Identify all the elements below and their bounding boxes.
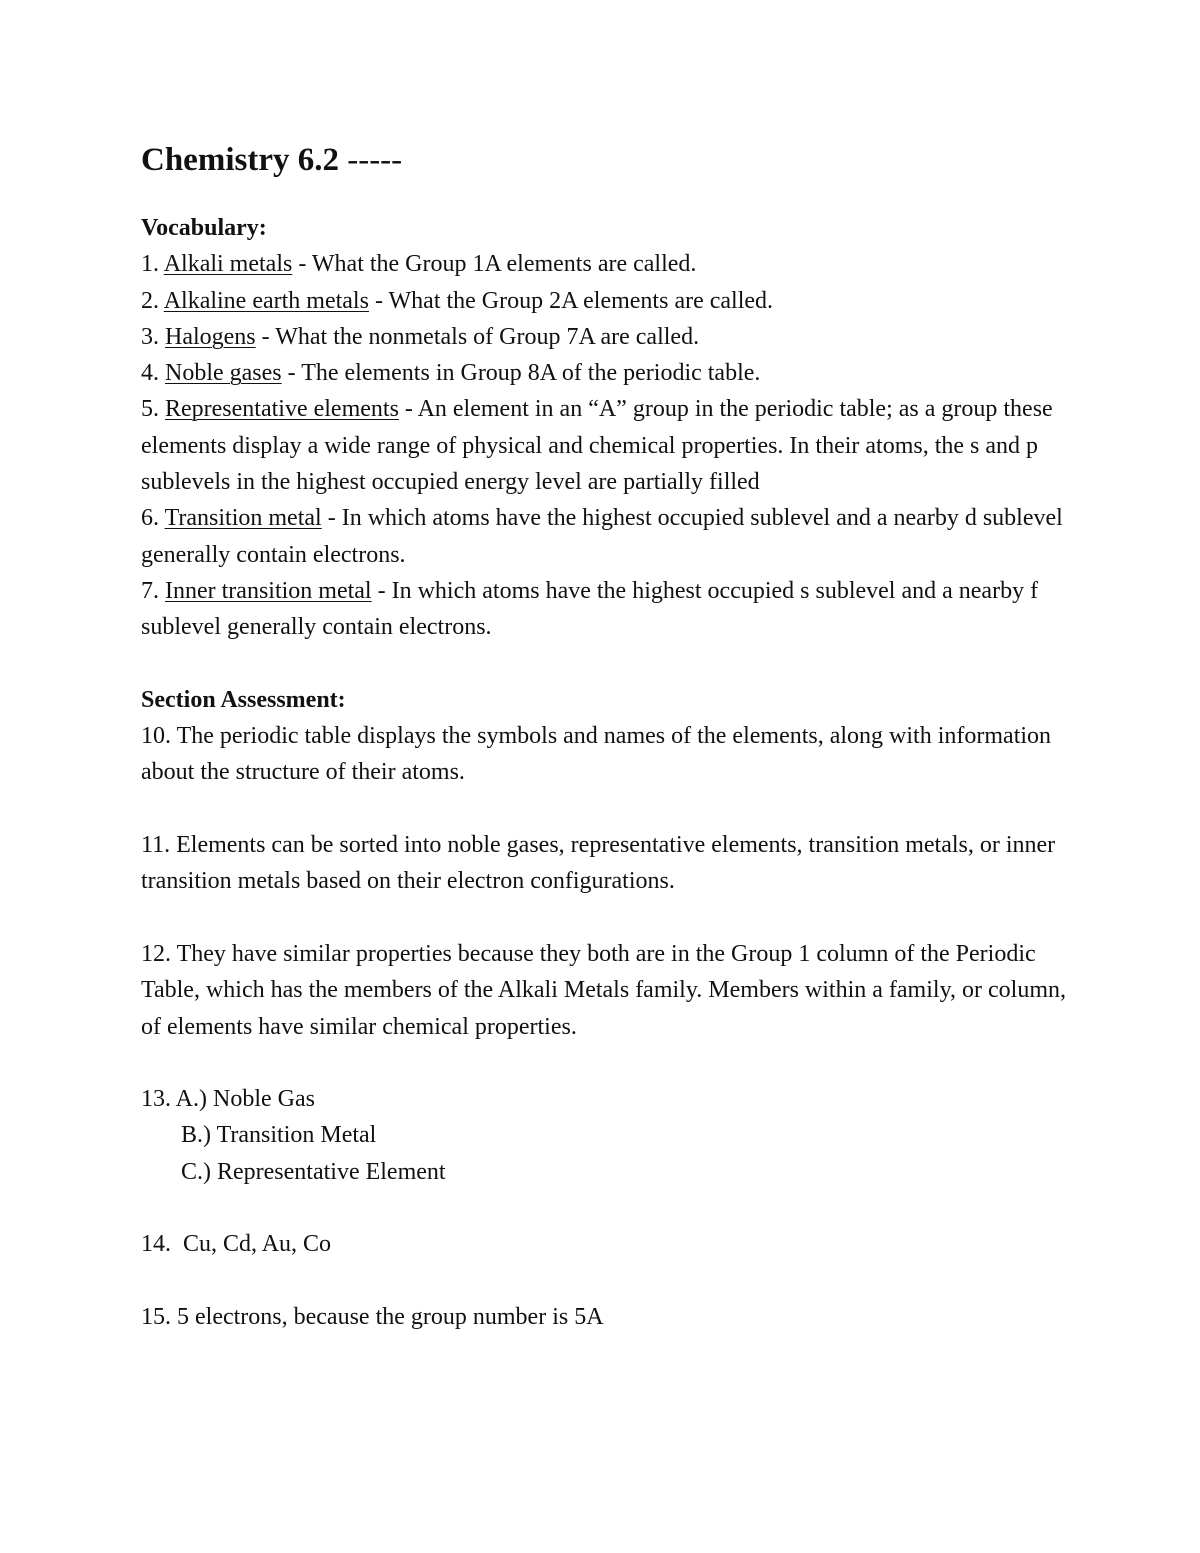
vocab-number: 6. (141, 505, 165, 532)
vocab-item-3 (141, 319, 1071, 355)
answer-12: 12. They have similar properties because they both are in the Group 1 column of the Periodic Table, which has the members of the Alkali Metals family. Members within a family, or column, of elements have similar chemical properties. (141, 940, 1066, 1040)
vocab-term: Alkaline earth metals (163, 287, 369, 314)
answer-14: 14. Cu, Cd, Au, Co (141, 1231, 332, 1258)
vocab-term: Transition metal (164, 505, 322, 532)
vocab-number: 3. (141, 323, 165, 350)
spacer (141, 791, 1071, 827)
answer-13-b: B.) Transition Metal (181, 1122, 377, 1149)
answer-15: 15. 5 electrons, because the group number is 5A (141, 1303, 604, 1330)
vocab-item-2 (141, 283, 1071, 319)
vocab-definition: - The elements in Group 8A of the periodic table. (281, 360, 761, 387)
vocab-item-1 (141, 246, 1071, 282)
vocab-number: 5. (141, 396, 165, 423)
vocab-term: Noble gases (165, 360, 282, 387)
vocab-definition: - In which atoms have the highest occupied s sublevel and a nearby f sublevel generally contain electrons. (141, 577, 1039, 641)
document-page (141, 138, 1071, 1335)
answer-13-c: C.) Representative Element (181, 1158, 446, 1185)
vocab-definition: - What the nonmetals of Group 7A are called. (255, 323, 700, 350)
vocab-definition: - What the Group 2A elements are called. (368, 287, 774, 314)
answer-11: 11. Elements can be sorted into noble gases, representative elements, transition metals, or inner transition metals based on their electron configurations. (141, 832, 1056, 895)
spacer (141, 1263, 1071, 1299)
title-dashes: ----- (338, 142, 403, 178)
spacer (141, 646, 1071, 682)
vocab-number: 1. (141, 251, 164, 278)
vocab-term: Halogens (165, 323, 256, 350)
document-title (141, 138, 1071, 182)
answer-10: 10. The periodic table displays the symbols and names of the elements, along with information about the structure of their atoms. (141, 723, 1052, 786)
vocab-term: Alkali metals (163, 251, 293, 278)
vocab-number: 7. (141, 577, 165, 604)
spacer (141, 1045, 1071, 1081)
vocab-definition: - An element in an “A” group in the periodic table; as a group these elements display a wide range of physical and chemical properties. In their atoms, the s and p sublevels in the highest occupied energy level are partially filled (141, 396, 1053, 496)
vocab-term: Representative elements (165, 396, 399, 423)
vocab-number: 4. (141, 360, 165, 387)
answer-13-a: 13. A.) Noble Gas (141, 1086, 315, 1113)
vocabulary-heading: Vocabulary: (141, 215, 267, 241)
spacer (141, 1190, 1071, 1226)
vocab-item-6 (141, 500, 1071, 573)
vocab-item-7 (141, 573, 1071, 646)
vocab-item-5 (141, 391, 1071, 500)
vocab-definition: - What the Group 1A elements are called. (292, 251, 697, 278)
title-text: Chemistry 6.2 (141, 142, 339, 178)
vocab-item-4 (141, 355, 1071, 391)
vocab-number: 2. (141, 287, 164, 314)
vocab-term: Inner transition metal (165, 577, 372, 604)
vocab-definition: - In which atoms have the highest occupied sublevel and a nearby d sublevel generally contain electrons. (141, 505, 1063, 568)
spacer (141, 900, 1071, 936)
assessment-heading: Section Assessment: (141, 686, 346, 713)
